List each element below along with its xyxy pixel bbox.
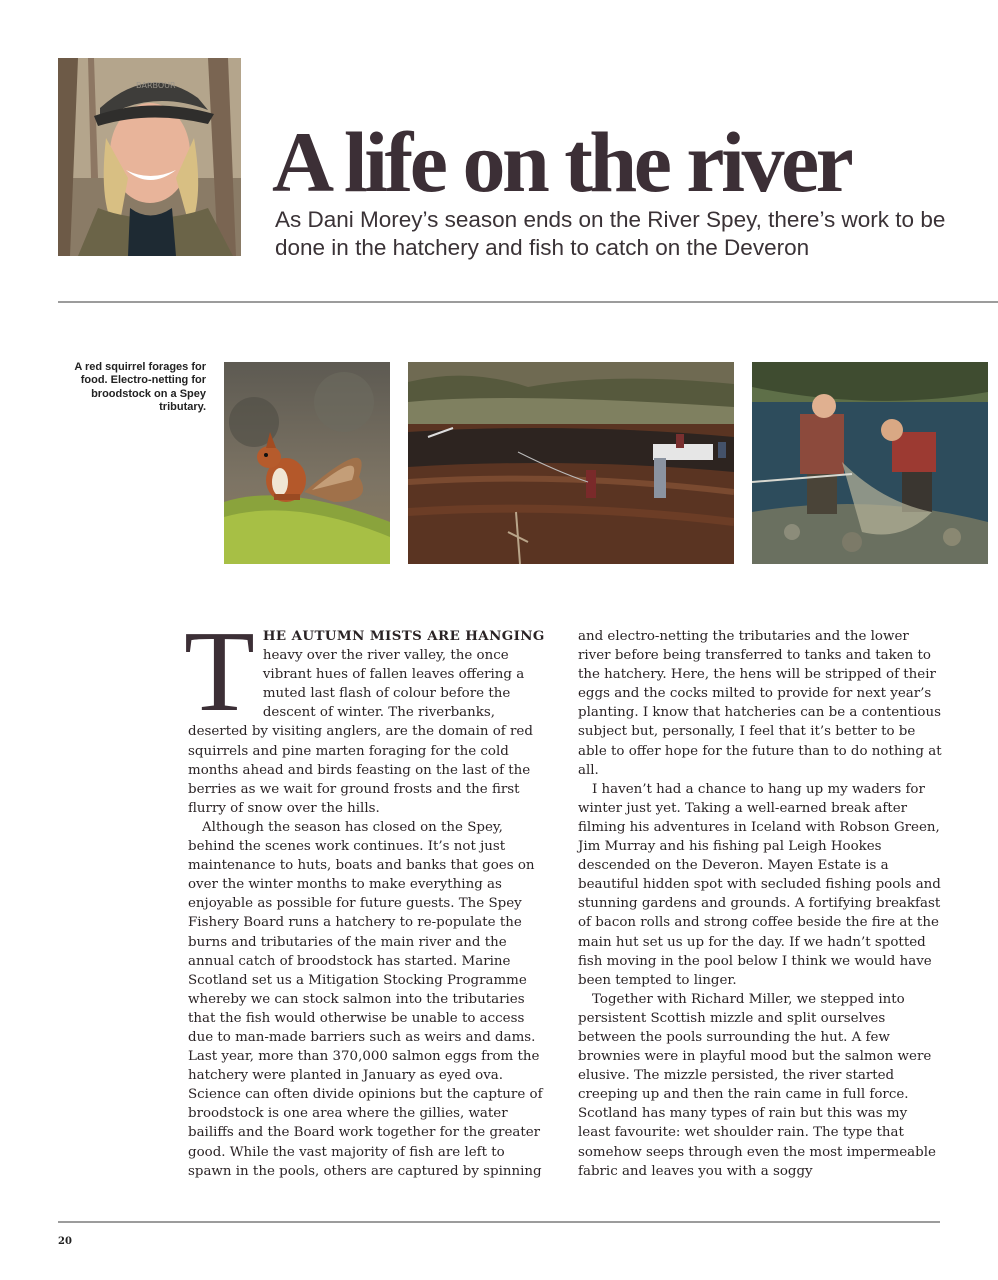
footer-divider — [58, 1221, 940, 1223]
article-body-column-1 — [184, 608, 550, 1181]
article-headline: A life on the river — [272, 114, 851, 210]
red-squirrel-photo — [224, 362, 390, 564]
article-paragraph-4: I haven’t had a chance to hang up my waders for winter just yet. Taking a well-earned break after filming his adventures in Iceland with Robson Green, Jim Murray and his fishing pal Leigh Hookes descended on the Deveron. Mayen Estate is a beautiful hidden spot with secluded fishing pools and stunning gardens and grounds. A fortifying breakfast of bacon rolls and strong coffee beside the fire at the main hut set us up for the day. If we hadn’t spotted fish moving in the pool below I think we would have been tempted to linger. — [578, 781, 941, 988]
article-paragraph-3: and electro-netting the tributaries and the lower river before being transferred to tanks and taken to the hatchery. Here, the hens will be stripped of their eggs and the cocks milted to provide for next year’s planting. I know that hatcheries can be a contentious subject but, personally, I feel that it’s better to be able to offer hope for the future than to do nothing at all. — [578, 629, 942, 778]
photo-caption: A red squirrel forages for food. Electro-netting for broodstock on a Spey tributary. — [74, 361, 206, 414]
article-body-column-2 — [578, 627, 942, 1181]
broodstock-net-photo — [752, 362, 988, 564]
page-number: 20 — [58, 1236, 72, 1247]
article-paragraph-2: Although the season has closed on the Spey, behind the scenes work continues. It’s not just maintenance to huts, boats and banks that goes on over the winter months to make everything as enjoyable as possible for future guests. The Spey Fishery Board runs a hatchery to re-populate the burns and tributaries of the main river and the annual catch of broodstock has started. Marine Scotland set us a Mitigation Stocking Programme whereby we can stock salmon into the tributaries that the fish would otherwise be unable to access due to man-made barriers such as weirs and dams. Last year, more than 370,000 salmon eggs from the hatchery were planted in January as eyed ova. Science can often divide opinions but the capture of broodstock is one area where the gillies, water bailiffs and the Board work together for the greater good. While the vast majority of fish are left to spawn in the pools, others are captured by spinning — [188, 819, 543, 1179]
header-divider — [58, 301, 998, 303]
lead-in: HE AUTUMN MISTS ARE HANGING — [262, 628, 545, 644]
article-paragraph-1 — [184, 608, 550, 818]
drop-cap: T — [184, 608, 255, 736]
cap-logo-text: BARBOUR — [136, 81, 176, 90]
electro-netting-river-photo — [408, 362, 734, 564]
article-paragraph-5: Together with Richard Miller, we stepped into persistent Scottish mizzle and split ourselves between the pools surrounding the hut. A few brownies were in playful mood but the salmon were elusive. The mizzle persisted, the river started creeping up and then the rain came in full force. Scotland has many types of rain but this was my least favourite: wet shoulder rain. The type that somehow seeps through even the most impermeable fabric and leaves you with a soggy — [578, 991, 936, 1179]
article-standfirst: As Dani Morey’s season ends on the River Spey, there’s work to be done in the hatchery and fish to catch on the Deveron — [275, 207, 946, 260]
paragraph-1-text: heavy over the river valley, the once vibrant hues of fallen leaves offering a muted last flash of colour before the descent of winter. The riverbanks, deserted by visiting anglers, are the domain of red squirrels and pine marten foraging for the cold months ahead and birds feasting on the last of the berries as we wait for ground frosts and the first flurry of snow over the hills. — [188, 648, 533, 816]
author-portrait — [58, 58, 241, 256]
